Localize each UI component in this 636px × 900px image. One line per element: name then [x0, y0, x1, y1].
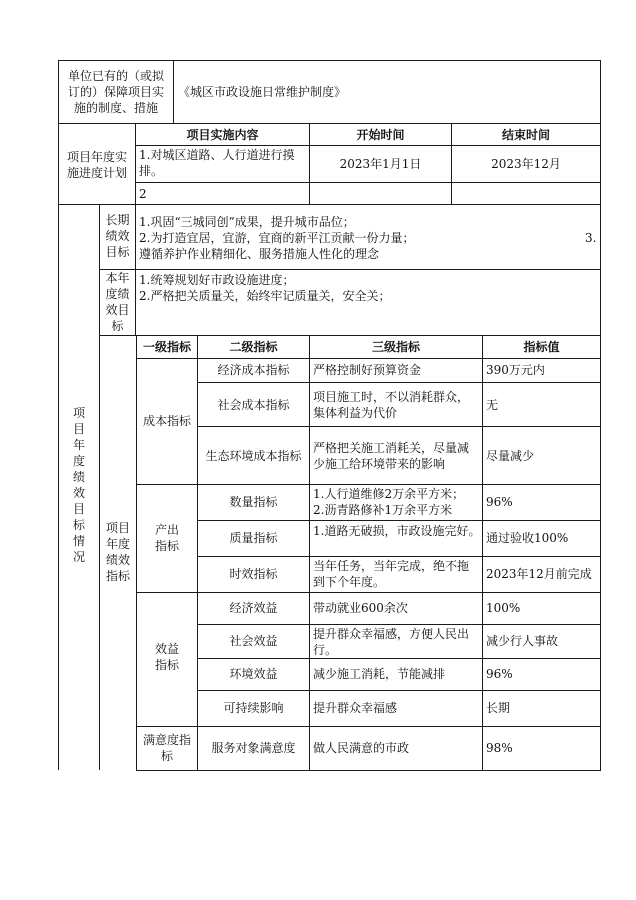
indicator-level2: 社会效益 — [229, 634, 278, 648]
indicator-value: 长期 — [486, 701, 511, 715]
indicator-level2: 数量指标 — [229, 495, 278, 509]
indicator-value: 减少行人事故 — [486, 634, 559, 648]
rule — [58, 123, 601, 124]
indicator-value: 通过验收100% — [486, 531, 569, 545]
header-level3: 三级指标 — [371, 340, 420, 354]
indicator-level2: 环境效益 — [229, 667, 278, 681]
rule — [197, 624, 601, 625]
indicator-level3: 当年任务，当年完成，绝不拖 到下个年度。 — [313, 559, 470, 589]
indicator-level2: 社会成本指标 — [217, 398, 290, 412]
indicator-level2: 质量指标 — [229, 531, 278, 545]
header-content: 项目实施内容 — [186, 128, 259, 142]
group-satisfaction: 满意度指 标 — [142, 733, 191, 763]
indicator-value: 98% — [486, 741, 513, 755]
indicator-level3: 做人民满意的市政 — [313, 741, 410, 755]
rule — [197, 690, 601, 691]
performance-label: 项 目 年 度 绩 效 目 标 情 况 — [72, 406, 85, 564]
header-end-time: 结束时间 — [501, 128, 550, 142]
annual-goals: 1.统筹规划好市政设施进度； 2.严格把关质量关，始终牢记质量关，安全关； — [139, 273, 391, 303]
plan-row-start: 2023年1月1日 — [339, 157, 422, 171]
long-term-overflow: 3. — [585, 231, 597, 245]
indicator-level2: 可持续影响 — [223, 701, 284, 715]
rule — [136, 484, 601, 485]
progress-plan-label: 项目年度实 施进度计划 — [66, 150, 127, 180]
indicator-level3: 1.道路无破损，市政设施完好。 — [313, 524, 481, 538]
indicator-level2: 经济效益 — [229, 601, 278, 615]
rule — [197, 426, 601, 427]
indicator-value: 390万元内 — [486, 363, 545, 377]
rule — [173, 60, 174, 123]
plan-row-content: 2 — [139, 187, 147, 201]
measures-label: 单位已有的（或拟 订的）保障项目实 施的制度、措施 — [67, 69, 164, 115]
rule — [136, 592, 601, 593]
indicator-level2: 生态环境成本指标 — [205, 449, 302, 463]
indicator-level3: 1.人行道维修2万余平方米； 2.沥青路修补1万余平方米 — [313, 487, 465, 517]
plan-row-end: 2023年12月 — [491, 157, 561, 171]
rule — [309, 335, 310, 770]
long-term-goals: 1.巩固“三城同创”成果，提升城市品位； 2.为打造宜居，宜游，宜商的新平江贡献一份力量； 遵循养护作业精细化、服务措施人性化的理念 — [139, 215, 415, 261]
indicator-value: 96% — [486, 667, 513, 681]
rule-bottom — [136, 770, 601, 771]
indicator-value: 无 — [486, 398, 499, 412]
rule-top — [58, 60, 601, 61]
group-cost: 成本指标 — [142, 414, 191, 428]
indicator-level2: 时效指标 — [229, 567, 278, 581]
indicator-value: 2023年12月前完成 — [486, 567, 592, 581]
annual-goal-label: 本年 度绩 效目 标 — [105, 271, 130, 333]
indicator-level2: 经济成本指标 — [217, 363, 290, 377]
rule — [99, 269, 601, 270]
rule — [197, 556, 601, 557]
indicators-label: 项目 年度 绩效 指标 — [105, 521, 130, 583]
rule — [135, 204, 136, 335]
rule — [136, 726, 601, 727]
rule — [482, 335, 483, 770]
indicator-value: 尽量减少 — [486, 449, 535, 463]
rule — [58, 204, 601, 205]
long-term-label: 长期 绩效 目标 — [105, 213, 130, 259]
group-output: 产出 指标 — [154, 523, 179, 553]
rule — [99, 335, 601, 336]
rule — [197, 520, 601, 521]
header-level2: 二级指标 — [229, 340, 278, 354]
indicator-level2: 服务对象满意度 — [211, 741, 296, 755]
rule — [136, 358, 601, 359]
indicator-level3: 严格控制好预算资金 — [313, 363, 422, 377]
indicator-level3: 提升群众幸福感 — [313, 701, 398, 715]
header-value: 指标值 — [523, 340, 560, 354]
rule — [600, 60, 601, 770]
indicator-level3: 严格把关施工消耗关，尽量减 少施工给环境带来的影响 — [313, 441, 470, 471]
rule — [197, 382, 601, 383]
header-start-time: 开始时间 — [356, 128, 405, 142]
measures-value: 《城区市政设施日常维护制度》 — [178, 85, 347, 99]
indicator-level3: 提升群众幸福感，方便人民出 行。 — [313, 627, 470, 657]
indicator-level3: 减少施工消耗，节能减排 — [313, 667, 446, 681]
indicator-level3: 项目施工时，不以消耗群众， 集体利益为代价 — [313, 390, 470, 420]
indicator-value: 96% — [486, 495, 513, 509]
header-level1: 一级指标 — [142, 340, 191, 354]
rule — [58, 60, 59, 770]
group-benefit: 效益 指标 — [154, 642, 179, 672]
rule — [197, 658, 601, 659]
plan-row-content: 1.对城区道路、人行道进行摸 排。 — [139, 148, 295, 178]
indicator-value: 100% — [486, 601, 521, 615]
rule — [135, 145, 601, 146]
indicator-level3: 带动就业600余次 — [313, 601, 408, 615]
rule — [135, 182, 601, 183]
